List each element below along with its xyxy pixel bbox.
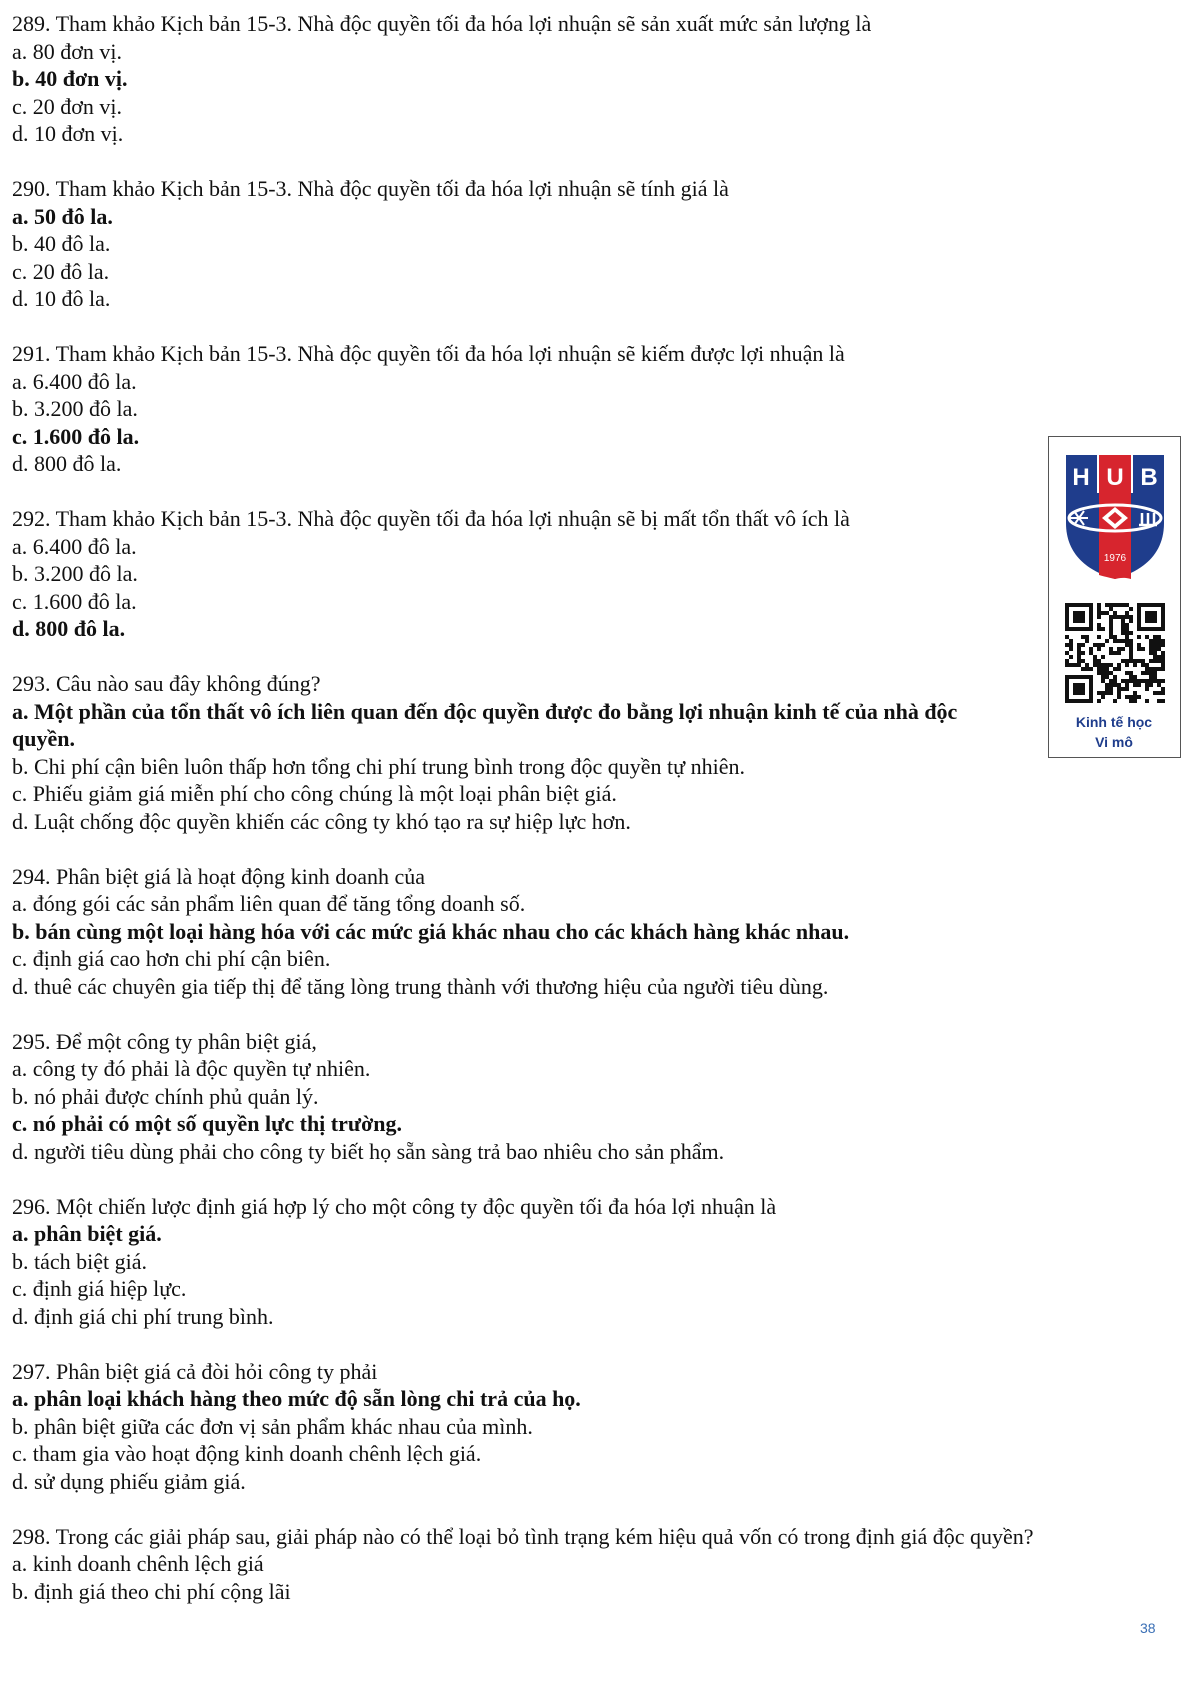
answer-option: d. thuê các chuyên gia tiếp thị để tăng lòng trung thành với thương hiệu của người tiêu dùng. <box>12 973 829 999</box>
answer-option: c. 20 đơn vị. <box>12 93 123 119</box>
question-block <box>12 1028 1172 1166</box>
question-block <box>12 1358 1172 1496</box>
answer-option-correct: b. 40 đơn vị. <box>12 66 128 91</box>
answer-option-correct: d. 800 đô la. <box>12 616 126 641</box>
svg-text:1976: 1976 <box>1103 553 1127 564</box>
answer-option: c. định giá hiệp lực. <box>12 1276 187 1301</box>
question-stem: 289. Tham khảo Kịch bản 15-3. Nhà độc quyền tối đa hóa lợi nhuận sẽ sản xuất mức sản lượng là <box>12 11 872 36</box>
answer-option: d. sử dụng phiếu giảm giá. <box>12 1468 246 1494</box>
answer-option: b. 3.200 đô la. <box>12 561 138 586</box>
answer-option: b. định giá theo chi phí cộng lãi <box>12 1578 291 1604</box>
answer-option: a. công ty đó phải là độc quyền tự nhiên. <box>12 1056 371 1081</box>
spacer <box>12 148 1172 176</box>
spacer <box>12 643 1172 671</box>
question-block <box>12 175 1172 313</box>
answer-option: c. tham gia vào hoạt động kinh doanh chênh lệch giá. <box>12 1441 482 1466</box>
spacer <box>12 1165 1172 1193</box>
answer-option: d. định giá chi phí trung bình. <box>12 1303 274 1329</box>
question-block <box>12 1193 1172 1331</box>
question-stem: 294. Phân biệt giá là hoạt động kinh doanh của <box>12 863 426 889</box>
question-stem: 296. Một chiến lược định giá hợp lý cho một công ty độc quyền tối đa hóa lợi nhuận là <box>12 1193 777 1219</box>
answer-option: c. định giá cao hơn chi phí cận biên. <box>12 946 331 971</box>
answer-option-correct: a. phân biệt giá. <box>12 1221 162 1246</box>
question-stem: 298. Trong các giải pháp sau, giải pháp nào có thể loại bỏ tình trạng kém hiệu quả vốn có trong định giá độc quyền? <box>12 1523 1034 1549</box>
answer-option: b. phân biệt giữa các đơn vị sản phẩm khác nhau của mình. <box>12 1413 533 1439</box>
svg-text:U: U <box>1106 464 1124 491</box>
svg-text:B: B <box>1140 464 1158 491</box>
answer-option: b. nó phải được chính phủ quản lý. <box>12 1083 319 1109</box>
page-number: 38 <box>1140 1620 1156 1636</box>
answer-option: c. 1.600 đô la. <box>12 588 137 614</box>
spacer <box>12 313 1172 341</box>
answer-option: a. đóng gói các sản phẩm liên quan để tăng tổng doanh số. <box>12 891 526 916</box>
answer-option-correct: c. nó phải có một số quyền lực thị trường. <box>12 1111 402 1136</box>
answer-option: b. Chi phí cận biên luôn thấp hơn tổng chi phí trung bình trong độc quyền tự nhiên. <box>12 753 745 779</box>
question-stem: 295. Để một công ty phân biệt giá, <box>12 1028 317 1054</box>
answer-option: d. 800 đô la. <box>12 451 122 476</box>
answer-option: d. người tiêu dùng phải cho công ty biết họ sẵn sàng trả bao nhiêu cho sản phẩm. <box>12 1138 725 1164</box>
course-label-line2: Vi mô <box>1095 734 1133 750</box>
question-stem: 290. Tham khảo Kịch bản 15-3. Nhà độc quyền tối đa hóa lợi nhuận sẽ tính giá là <box>12 176 729 201</box>
svg-text:H: H <box>1072 464 1090 491</box>
answer-option: c. 20 đô la. <box>12 258 110 284</box>
document-body <box>12 10 1172 1605</box>
spacer <box>12 1330 1172 1358</box>
answer-option: b. 40 đô la. <box>12 231 111 256</box>
spacer <box>12 1495 1172 1523</box>
question-block <box>12 340 1172 478</box>
spacer <box>12 478 1172 506</box>
answer-option: b. 3.200 đô la. <box>12 396 138 421</box>
answer-option: a. kinh doanh chênh lệch giá <box>12 1551 264 1576</box>
question-stem: 291. Tham khảo Kịch bản 15-3. Nhà độc quyền tối đa hóa lợi nhuận sẽ kiếm được lợi nhuận là <box>12 341 845 366</box>
spacer <box>12 1000 1172 1028</box>
qr-code[interactable] <box>1065 603 1165 703</box>
question-block <box>12 1523 1172 1606</box>
answer-option: d. 10 đô la. <box>12 286 111 311</box>
spacer <box>12 835 1172 863</box>
answer-option: b. tách biệt giá. <box>12 1248 148 1274</box>
answer-option-correct: a. phân loại khách hàng theo mức độ sẵn lòng chi trả của họ. <box>12 1386 581 1411</box>
answer-option: a. 80 đơn vị. <box>12 38 123 64</box>
course-label-line1: Kinh tế học <box>1075 714 1153 730</box>
answer-option: a. 6.400 đô la. <box>12 533 137 559</box>
answer-option-correct: b. bán cùng một loại hàng hóa với các mức giá khác nhau cho các khách hàng khác nhau. <box>12 918 850 944</box>
answer-option: a. 6.400 đô la. <box>12 368 137 394</box>
answer-option-correct: a. Một phần của tổn thất vô ích liên quan đến độc quyền được đo bằng lợi nhuận kinh tế của nhà độc quyền. <box>12 698 958 751</box>
question-block <box>12 505 1172 643</box>
answer-option-correct: a. 50 đô la. <box>12 203 113 229</box>
hub-logo-shield <box>1064 453 1166 581</box>
answer-option: c. Phiếu giảm giá miễn phí cho công chúng là một loại phân biệt giá. <box>12 781 617 806</box>
question-stem: 293. Câu nào sau đây không đúng? <box>12 671 321 696</box>
question-block <box>12 670 1172 835</box>
answer-option-correct: c. 1.600 đô la. <box>12 423 140 449</box>
question-stem: 297. Phân biệt giá cả đòi hỏi công ty phải <box>12 1358 378 1384</box>
question-block <box>12 10 1172 148</box>
course-badge-card <box>1048 436 1181 758</box>
answer-option: d. Luật chống độc quyền khiến các công ty khó tạo ra sự hiệp lực hơn. <box>12 808 631 834</box>
question-stem: 292. Tham khảo Kịch bản 15-3. Nhà độc quyền tối đa hóa lợi nhuận sẽ bị mất tổn thất vô ích là <box>12 506 850 531</box>
answer-option: d. 10 đơn vị. <box>12 121 124 146</box>
question-block <box>12 863 1172 1001</box>
